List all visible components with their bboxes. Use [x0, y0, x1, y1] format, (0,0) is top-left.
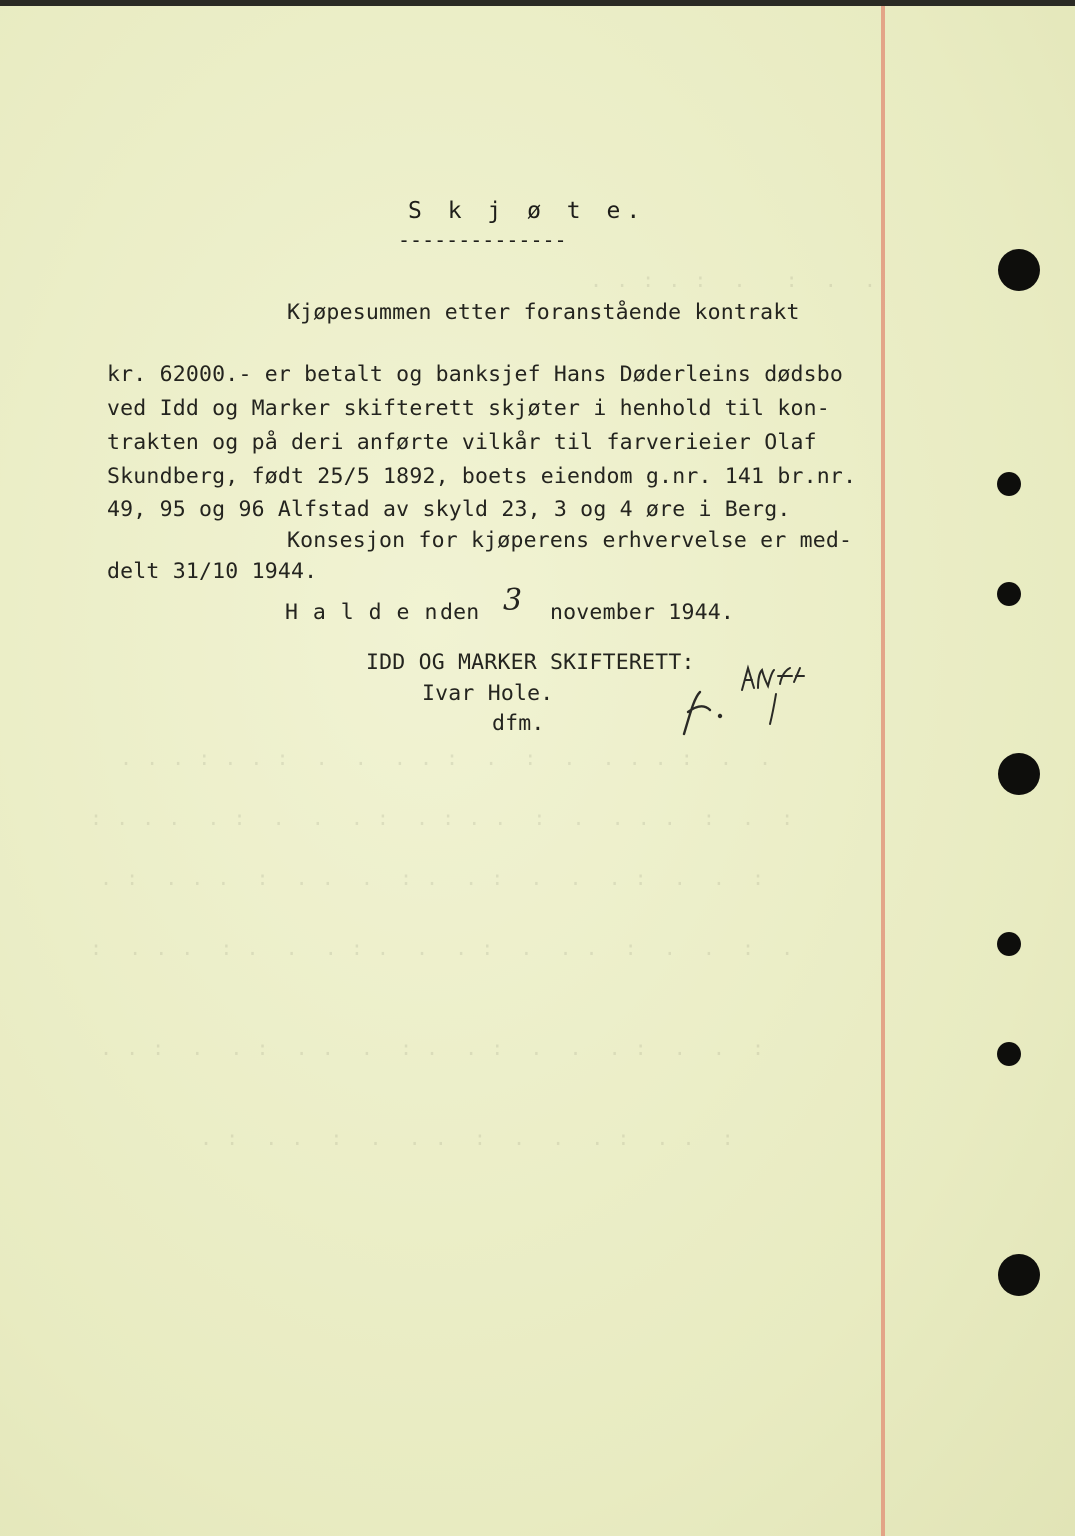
margin-line	[881, 6, 885, 1536]
show-through: . . . : . . : . . . . : . : . . . . : . .	[120, 746, 773, 770]
punch-hole	[997, 472, 1021, 496]
body-line-1: Kjøpesummen etter foranstående kontrakt	[287, 300, 800, 325]
body-line-3: ved Idd og Marker skifterett skjøter i henhold til kon-	[107, 396, 830, 421]
handwritten-signature-mark	[676, 654, 836, 744]
signer-title: dfm.	[492, 711, 545, 736]
document-page	[0, 6, 1075, 1536]
body-line-8: delt 31/10 1944.	[107, 559, 318, 584]
punch-hole	[997, 932, 1021, 956]
title-underline: --------------	[398, 228, 567, 252]
court-name: IDD OG MARKER SKIFTERETT:	[366, 650, 695, 675]
punch-hole	[997, 1042, 1021, 1066]
signer-name: Ivar Hole.	[422, 681, 554, 706]
date-prefix: den	[440, 600, 480, 625]
show-through: . . : . : . : . .	[590, 268, 877, 292]
date-day-handwritten: 3	[503, 583, 523, 618]
body-line-7: Konsesjon for kjøperens erhvervelse er med-	[287, 528, 853, 553]
body-line-5: Skundberg, født 25/5 1892, boets eiendom g.nr. 141 br.nr.	[107, 464, 857, 489]
show-through: : . . . : . . . : . . . : . . . : . . : .	[90, 936, 795, 960]
body-line-4: trakten og på deri anførte vilkår til farverieier Olaf	[107, 430, 817, 455]
punch-hole	[998, 753, 1040, 795]
punch-hole	[997, 582, 1021, 606]
show-through: . : . . . : . . . : . . : . . . : . . :	[100, 866, 766, 890]
date-month-year: november 1944.	[550, 600, 735, 625]
show-through: . . : . . : . . . : . . : . . . : . . :	[100, 1036, 766, 1060]
body-line-6: 49, 95 og 96 Alfstad av skyld 23, 3 og 4 øre i Berg.	[107, 497, 791, 522]
document-title: S k j ø t e.	[408, 198, 647, 224]
show-through: . : . . : . . . : . . . : . . :	[200, 1126, 735, 1150]
date-place: H a l d e n	[285, 600, 439, 625]
show-through: : . . . . : . . . : . : . . : . . . . : . :	[90, 806, 795, 830]
body-line-2: kr. 62000.- er betalt og banksjef Hans Døderleins dødsbo	[107, 362, 844, 387]
punch-hole	[998, 1254, 1040, 1296]
punch-hole	[998, 249, 1040, 291]
